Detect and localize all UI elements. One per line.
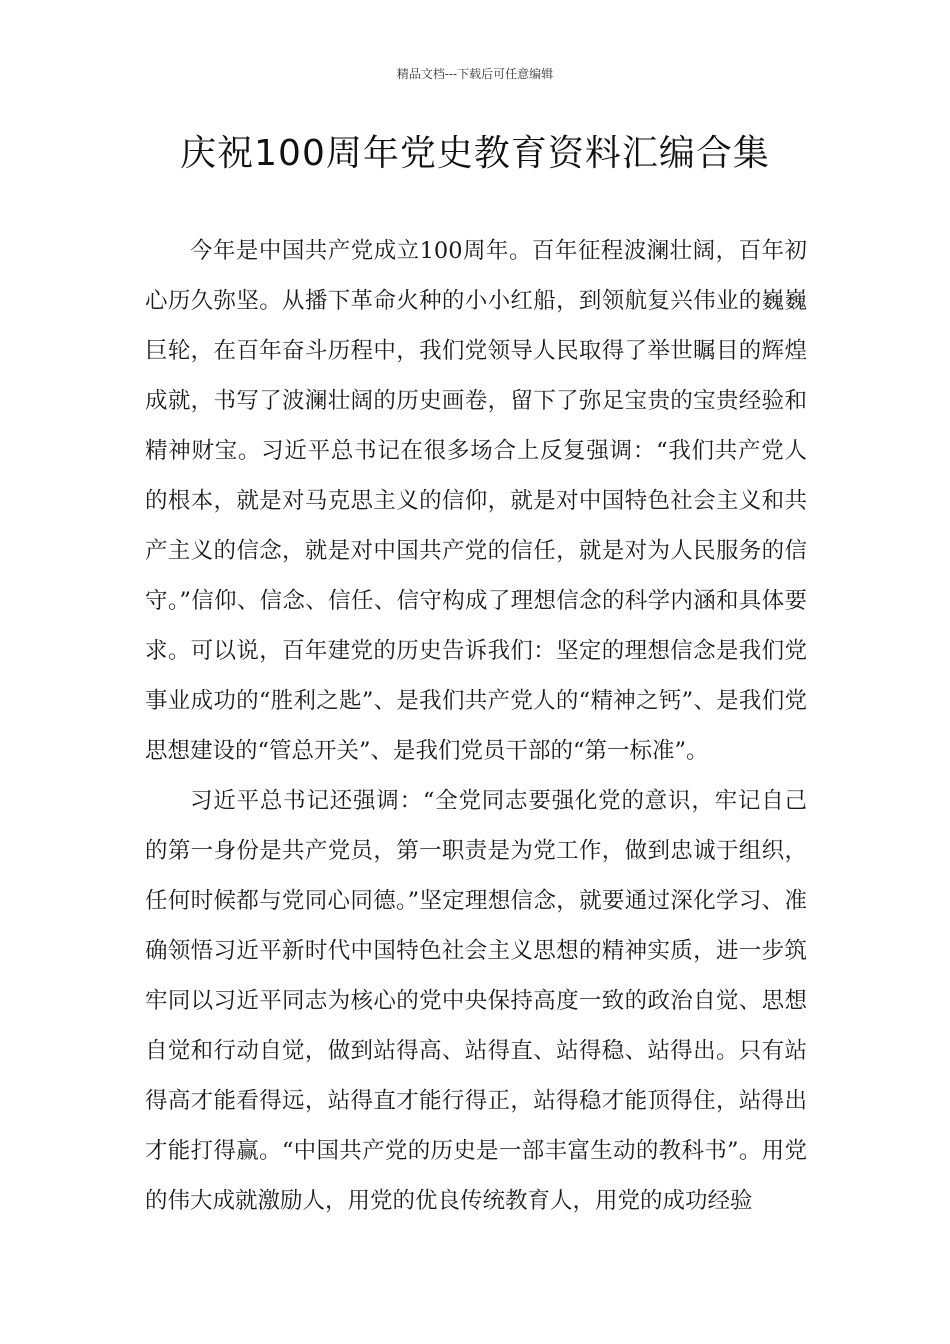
document-title: 庆祝100周年党史教育资料汇编合集	[180, 133, 770, 174]
paragraph-1: 今年是中国共产党成立100周年。百年征程波澜壮阔，百年初心历久弥坚。从播下革命火种的小小红船，到领航复兴伟业的巍巍巨轮，在百年奋斗历程中，我们党领导人民取得了举世瞩目的辉煌成就，书写了波澜壮阔的历史画卷，留下了弥足宝贵的宝贵经验和精神财宝。习近平总书记在很多场合上反复强调：“我们共产党人的根本，就是对马克思主义的信仰，就是对中国特色社会主义和共产主义的信念，就是对中国共产党的信任，就是对为人民服务的信守。”信仰、信念、信任、信守构成了理想信念的科学内涵和具体要求。可以说，百年建党的历史告诉我们：坚定的理想信念是我们党事业成功的“胜利之匙”、是我们共产党人的“精神之钙”、是我们党思想建设的“管总开关”、是我们党员干部的“第一标准”。	[145, 238, 807, 764]
header-note: 精品文档---下载后可任意编辑	[396, 67, 554, 81]
paragraph-2: 习近平总书记还强调：“全党同志要强化党的意识，牢记自己的第一身份是共产党员，第一职责是为党工作，做到忠诚于组织，任何时候都与党同心同德。”坚定理想信念，就要通过深化学习、准确领悟习近平新时代中国特色社会主义思想的精神实质，进一步筑牢同以习近平同志为核心的党中央保持高度一致的政治自觉、思想自觉和行动自觉，做到站得高、站得直、站得稳、站得出。只有站得高才能看得远，站得直才能行得正，站得稳才能顶得住，站得出才能打得赢。“中国共产党的历史是一部丰富生动的教科书”。用党的伟大成就激励人，用党的优良传统教育人，用党的成功经验	[145, 788, 807, 1214]
document-body	[145, 226, 807, 1226]
